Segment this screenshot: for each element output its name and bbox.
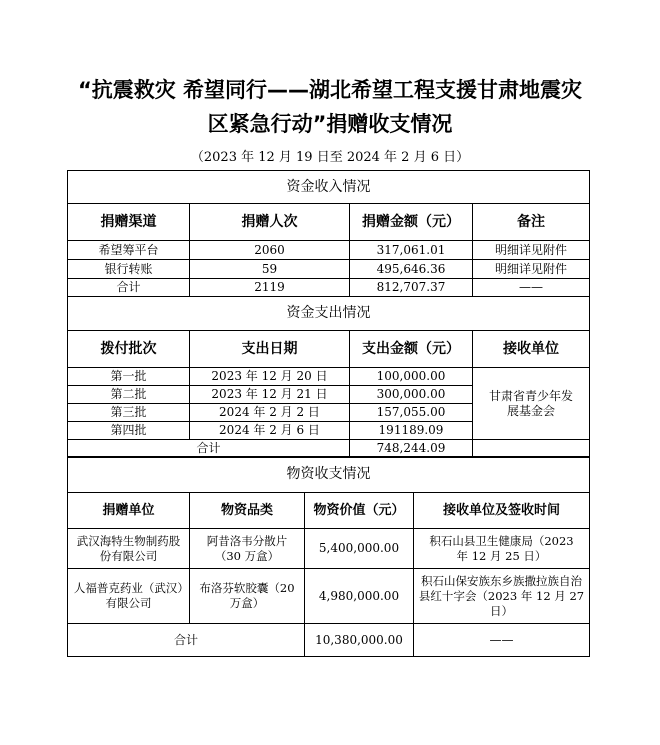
income-note: 明细详见附件 [473,241,590,260]
expense-header-date: 支出日期 [190,331,350,368]
materials-header-donor: 捐赠单位 [68,493,190,529]
materials-header-value: 物资价值（元） [305,493,414,529]
table-row [68,241,590,260]
income-total-amount: 812,707.37 [350,279,473,297]
materials-value: 5,400,000.00 [305,529,414,569]
expense-amount: 100,000.00 [350,368,473,386]
income-channel: 希望筹平台 [68,241,190,260]
materials-value: 4,980,000.00 [305,569,414,624]
expense-date: 2023 年 12 月 20 日 [190,368,350,386]
income-header-count: 捐赠人次 [190,204,350,241]
table-row [68,368,590,386]
table-row [68,260,590,279]
income-channel: 银行转账 [68,260,190,279]
table-row [68,624,590,657]
materials-item: 阿昔洛韦分散片（30 万盒） [190,529,305,569]
expense-amount: 300,000.00 [350,386,473,404]
materials-header-item: 物资品类 [190,493,305,529]
income-note: 明细详见附件 [473,260,590,279]
materials-recipient: 积石山县卫生健康局（2023 年 12 月 25 日） [414,529,590,569]
materials-donor: 武汉海特生物制药股份有限公司 [68,529,190,569]
income-total-note: —— [473,279,590,297]
expense-header-amount: 支出金额（元） [350,331,473,368]
materials-total-note: —— [414,624,590,657]
expense-date: 2023 年 12 月 21 日 [190,386,350,404]
table-row [68,440,590,458]
materials-table [67,456,590,657]
expense-total-blank [473,440,590,458]
table-row [68,529,590,569]
expense-header-batch: 拨付批次 [68,331,190,368]
income-amount: 317,061.01 [350,241,473,260]
doc-title-line1: “抗震救灾 希望同行——湖北希望工程支援甘肃地震灾 [77,78,583,102]
income-section-title: 资金收入情况 [68,171,590,204]
expense-amount: 157,055.00 [350,404,473,422]
date-range: （2023 年 12 月 19 日至 2024 年 2 月 6 日） [190,150,470,165]
materials-total-label: 合计 [68,624,305,657]
table-row [68,569,590,624]
materials-total-value: 10,380,000.00 [305,624,414,657]
income-count: 59 [190,260,350,279]
income-total-label: 合计 [68,279,190,297]
expense-header-recipient: 接收单位 [473,331,590,368]
expense-amount: 191189.09 [350,422,473,440]
funds-table [67,170,590,458]
income-header-channel: 捐赠渠道 [68,204,190,241]
materials-section-title: 物资收支情况 [68,457,590,493]
materials-header-recipient: 接收单位及签收时间 [414,493,590,529]
income-amount: 495,646.36 [350,260,473,279]
expense-total-label: 合计 [68,440,350,458]
expense-date: 2024 年 2 月 6 日 [190,422,350,440]
expense-total-amount: 748,244.09 [350,440,473,458]
expense-date: 2024 年 2 月 2 日 [190,404,350,422]
expense-batch: 第三批 [68,404,190,422]
expense-recipient-text: 甘肃省青少年发展基金会 [489,388,574,418]
income-header-note: 备注 [473,204,590,241]
materials-item: 布洛芬软胶囊（20 万盒） [190,569,305,624]
expense-batch: 第一批 [68,368,190,386]
income-total-count: 2119 [190,279,350,297]
materials-donor: 人福普克药业（武汉）有限公司 [68,569,190,624]
expense-batch: 第二批 [68,386,190,404]
expense-recipient [473,368,590,440]
materials-recipient: 积石山保安族东乡族撒拉族自治县红十字会（2023 年 12 月 27 日） [414,569,590,624]
expense-batch: 第四批 [68,422,190,440]
expense-section-title: 资金支出情况 [68,297,590,331]
table-row [68,279,590,297]
income-header-amount: 捐赠金额（元） [350,204,473,241]
income-count: 2060 [190,241,350,260]
doc-title-line2: 区紧急行动”捐赠收支情况 [207,112,453,136]
